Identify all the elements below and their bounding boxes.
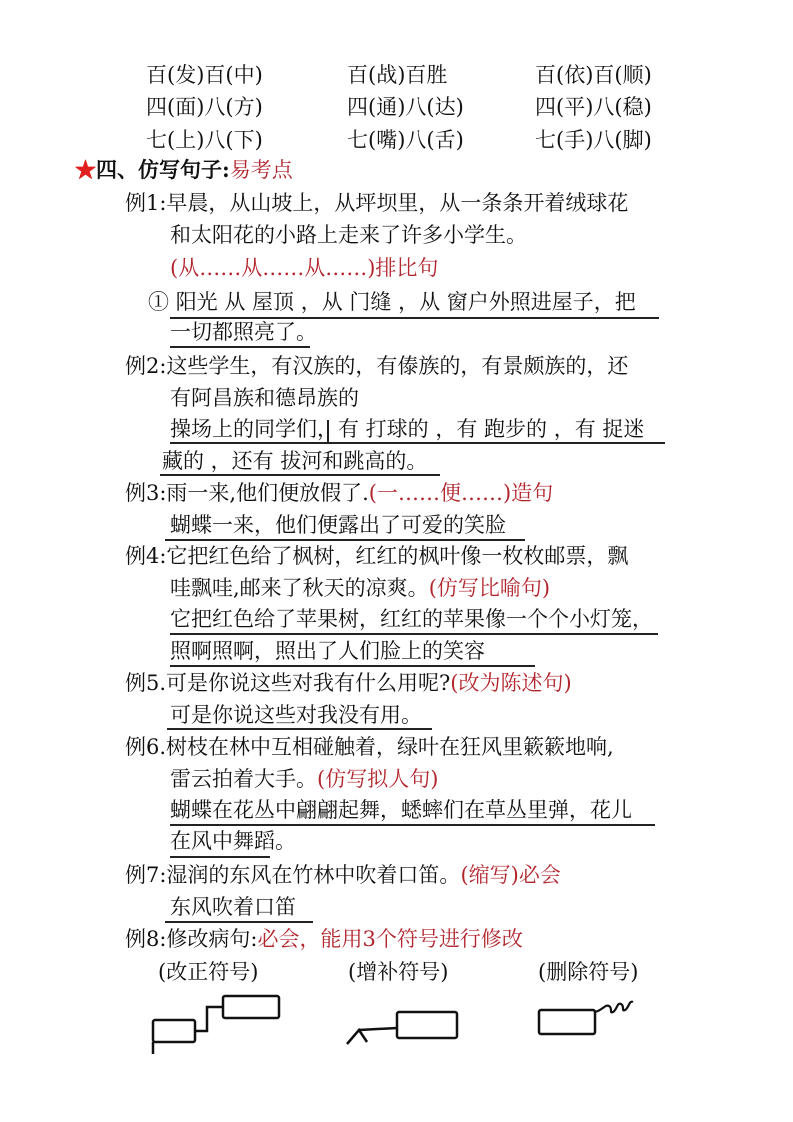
ex4-underline-2: [170, 665, 535, 667]
ex5-answer: 可是你说这些对我没有用。: [170, 703, 422, 727]
idiom-2-2: 四(通)八(达): [347, 95, 464, 119]
ex5-sentence: 例5.可是你说这些对我有什么用呢?: [125, 671, 451, 695]
ex1-line2: 和太阳花的小路上走来了许多小学生。: [170, 223, 527, 247]
ex3-line1: [125, 478, 553, 508]
ex8-label: 例8:修改病句:: [125, 927, 258, 951]
symbol-correct-label: (改正符号): [158, 960, 259, 984]
ex6-line1: 例6.树枝在林中互相碰触着，绿叶在狂风里簌簌地响,: [125, 735, 614, 759]
idiom-2-3: 四(平)八(稳): [535, 95, 652, 119]
section-header: [75, 155, 293, 185]
idiom-1-2: 百(战)百胜: [347, 63, 448, 87]
ex2-underline-1: [170, 442, 665, 444]
idiom-2-1: 四(面)八(方): [146, 95, 263, 119]
idiom-3-2: 七(嘴)八(舌): [347, 128, 464, 152]
ex3-sentence: 例3:雨一来,他们便放假了.: [125, 481, 369, 505]
ex6-type: (仿写拟人句): [317, 767, 439, 791]
ex2-line1: 例2:这些学生，有汉族的，有傣族的，有景颇族的，还: [125, 354, 629, 378]
ex4-sentence: 哇飘哇,邮来了秋天的凉爽。: [170, 576, 429, 600]
ex6-underline-2: [170, 856, 270, 858]
ex7-type: (缩写)必会: [460, 863, 561, 887]
ex3-type: (一……便……)造句: [368, 481, 554, 505]
ex2-divider-1: [327, 420, 329, 442]
section-note: 易考点: [229, 158, 293, 182]
ex1-answer-line2: 一切都照亮了。: [170, 320, 317, 344]
ex4-line1: 例4:它把红色给了枫树，红红的枫叶像一枚枚邮票，飘: [125, 544, 629, 568]
idiom-1-1: 百(发)百(中): [146, 63, 263, 87]
idiom-3-3: 七(手)八(脚): [535, 128, 652, 152]
ex6-line2: [170, 764, 438, 794]
ex8-line1: [125, 924, 523, 954]
ex6-answer-line2: 在风中舞蹈。: [170, 829, 296, 853]
symbol-delete-label: (删除符号): [538, 960, 639, 984]
ex6-answer-line1: 蝴蝶在花丛中翩翩起舞，蟋蟀们在草丛里弹，花儿: [170, 798, 632, 822]
ex3-answer: 蝴蝶一来，他们便露出了可爱的笑脸: [170, 513, 506, 537]
ex5-line1: [125, 668, 572, 698]
ex7-answer: 东风吹着口笛: [170, 895, 296, 919]
ex4-line2: [170, 573, 550, 603]
delete-symbol-icon: [535, 992, 655, 1042]
symbol-insert-label: (增补符号): [348, 960, 449, 984]
ex7-sentence: 例7:湿润的东风在竹林中吹着口笛。: [125, 863, 461, 887]
ex7-underline: [165, 921, 313, 923]
ex1-answer-number: ①: [148, 290, 169, 314]
star-icon: ★: [75, 157, 96, 182]
section-title: 四、仿写句子:: [96, 157, 230, 182]
ex4-type: (仿写比喻句): [428, 576, 551, 600]
ex1-line1: 例1:早晨，从山坡上，从坪坝里，从一条条开着绒球花: [125, 191, 629, 215]
ex1-answer-text1: 阳光 从 屋顶 ，从 门缝 ，从 窗户外照进屋子，把: [175, 290, 636, 314]
ex5-underline: [167, 728, 432, 730]
ex8-note: 必会，能用3个符号进行修改: [257, 927, 523, 951]
ex4-answer-line1: 它把红色给了苹果树，红红的苹果像一个个小灯笼，: [170, 607, 653, 631]
ex4-underline-1: [170, 633, 658, 635]
ex6-sentence: 雷云拍着大手。: [170, 767, 317, 791]
idiom-1-3: 百(依)百(顺): [535, 63, 652, 87]
ex2-underline-2: [160, 474, 440, 476]
ex5-type: (改为陈述句): [450, 671, 572, 695]
insert-symbol-icon: [345, 1002, 465, 1062]
ex1-type: (从……从……从……)排比句: [170, 256, 439, 280]
ex2-answer-line2: 藏的 ，还有 拔河和跳高的。: [162, 449, 428, 473]
ex4-answer-line2: 照啊照啊，照出了人们脸上的笑容: [170, 639, 485, 663]
ex1-underline-2: [170, 346, 310, 348]
correct-symbol-icon: [145, 992, 295, 1062]
ex2-line2: 有阿昌族和德昂族的: [170, 386, 359, 410]
ex7-line1: [125, 860, 561, 890]
ex1-answer-line1: [148, 287, 636, 317]
ex2-answer-line1: 操场上的同学们，有 打球的 ，有 跑步的 ，有 捉迷: [170, 417, 645, 441]
idiom-3-1: 七(上)八(下): [146, 128, 263, 152]
